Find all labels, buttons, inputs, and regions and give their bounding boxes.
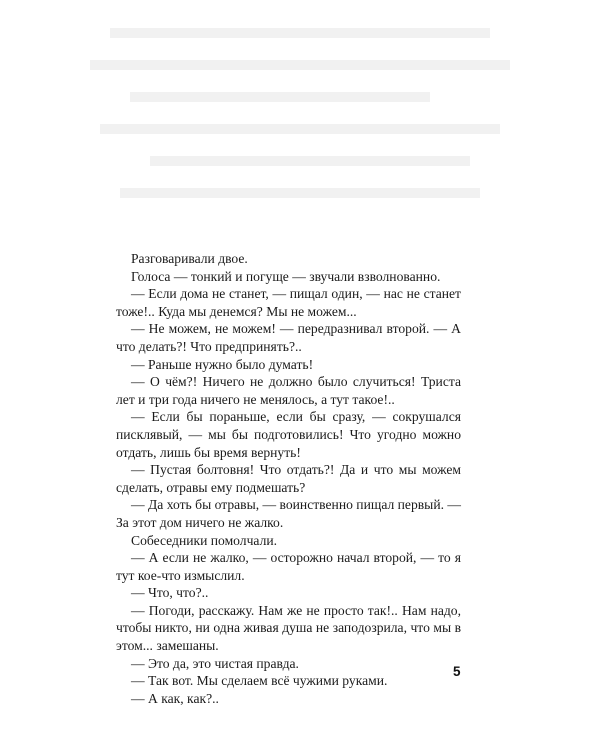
paragraph: — Если дома не станет, — пищал один, — нас не станет тоже!.. Куда мы денемся? Мы не можем...: [116, 286, 461, 319]
paragraph: — Что, что?..: [131, 585, 209, 601]
paragraph: Голоса — тонкий и погуще — звучали взволнованно.: [131, 268, 441, 284]
paragraph: — Раньше нужно было думать!: [131, 356, 314, 372]
paragraph: — Так вот. Мы сделаем всё чужими руками.: [131, 673, 388, 689]
paragraph: — Погоди, расскажу. Нам же не просто так!.. Нам надо, чтобы никто, ни одна живая душа не заподозрила, что мы в этом... замешаны.: [116, 602, 461, 654]
paragraph: — Если бы пораньше, если бы сразу, — сокрушался писклявый, — мы бы подготовились! Что угодно можно отдать, лишь бы время вернуть!: [116, 409, 461, 460]
paragraph: — О чём?! Ничего не должно было случиться! Триста лет и три года ничего не менялось, а тут такое!..: [116, 374, 461, 407]
paragraph: — А как, как?..: [131, 690, 219, 706]
chapter-text: [116, 250, 461, 707]
paragraph: — Не можем, не можем! — передразнивал второй. — А что делать?! Что предпринять?..: [116, 321, 461, 354]
page-number: 5: [453, 664, 461, 679]
paragraph: — Да хоть бы отравы, — воинственно пищал первый. — За этот дом ничего не жалко.: [116, 497, 461, 530]
paragraph: — Пустая болтовня! Что отдать?! Да и что мы можем сделать, отравы ему подмешать?: [116, 462, 461, 495]
paragraph: Собеседники помолчали.: [131, 532, 278, 548]
paragraph: — А если не жалко, — осторожно начал второй, — то я тут кое-что измыслил.: [116, 550, 461, 583]
reverse-side-show-through: [70, 8, 530, 248]
paragraph: — Это да, это чистая правда.: [131, 655, 299, 671]
paragraph: Разговаривали двое.: [131, 251, 248, 266]
